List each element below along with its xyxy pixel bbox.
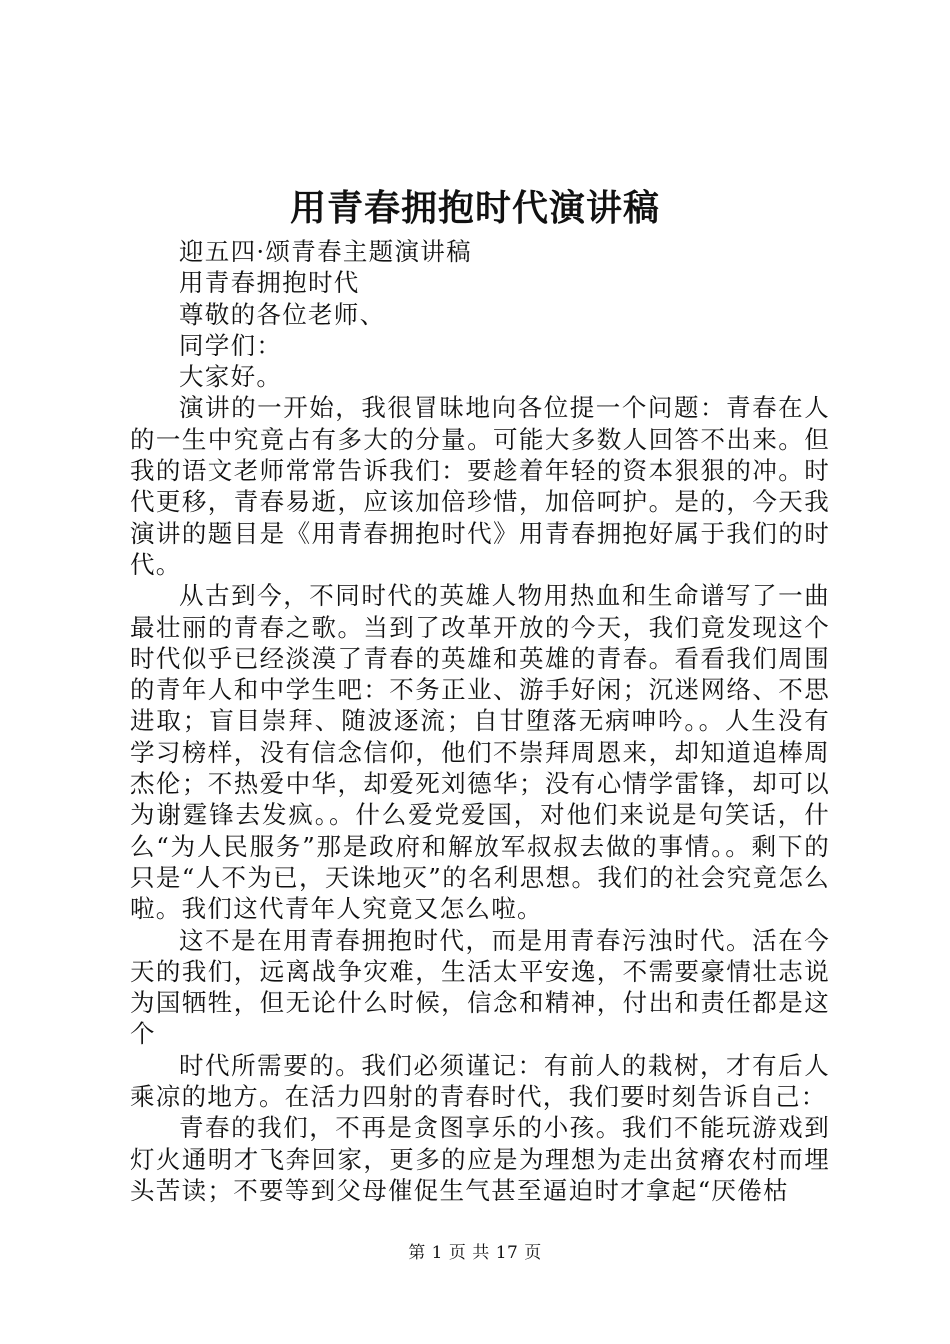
paragraph-body: 从古到今，不同时代的英雄人物用热血和生命谱写了一曲最壮丽的青春之歌。当到了改革开放的今天，我们竟发现这个时代似乎已经淡漠了青春的英雄和英雄的青春。看看我们周围的青年人和中学生吧：不务正业、游手好闲；沉迷网络、不思进取；盲目崇拜、随波逐流；自甘堕落无病呻吟。。人生没有学习榜样，没有信念信仰，他们不崇拜周恩来，却知道追棒周杰伦；不热爱中华，却爱死刘德华；没有心情学雷锋，却可以为谢霆锋去发疯。。什么爱党爱国，对他们来说是句笑话，什么“为人民服务”那是政府和解放军叔叔去做的事情。。剩下的只是“人不为已，天诛地灭”的名利思想。我们的社会究竟怎么啦。我们这代青年人究竟又怎么啦。	[130, 581, 830, 924]
document-body	[130, 236, 830, 1206]
paragraph-body: 青春的我们，不再是贪图享乐的小孩。我们不能玩游戏到灯火通明才飞奔回家，更多的应是为理想为走出贫瘠农村而埋头苦读；不要等到父母催促生气甚至逼迫时才拿起“厌倦枯	[130, 1113, 830, 1205]
paragraph-salutation-students: 同学们：	[179, 330, 283, 360]
document-title: 用青春拥抱时代演讲稿	[289, 187, 660, 229]
paragraph-subtitle: 迎五四·颂青春主题演讲稿	[179, 237, 472, 266]
paragraph-greeting: 大家好。	[179, 362, 283, 392]
paragraph-speech-title: 用青春拥抱时代	[179, 268, 360, 298]
paragraph-body: 时代所需要的。我们必须谨记：有前人的栽树，才有后人乘凉的地方。在活力四射的青春时代，我们要时刻告诉自己：	[130, 1050, 830, 1112]
paragraph-salutation-teachers: 尊敬的各位老师、	[179, 299, 386, 329]
paragraph-body: 这不是在用青春拥抱时代，而是用青春污浊时代。活在今天的我们，远离战争灾难，生活太平安逸，不需要豪情壮志说为国牺牲，但无论什么时候，信念和精神，付出和责任都是这个	[130, 925, 830, 1049]
page-number-footer: 第 1 页 共 17 页	[408, 1243, 542, 1263]
paragraph-body: 演讲的一开始，我很冒昧地向各位提一个问题：青春在人的一生中究竟占有多大的分量。可能大多数人回答不出来。但我的语文老师常常告诉我们：要趁着年轻的资本狠狠的冲。时代更移，青春易逝，应该加倍珍惜，加倍呵护。是的，今天我演讲的题目是《用青春拥抱时代》用青春拥抱好属于我们的时代。	[130, 393, 830, 579]
